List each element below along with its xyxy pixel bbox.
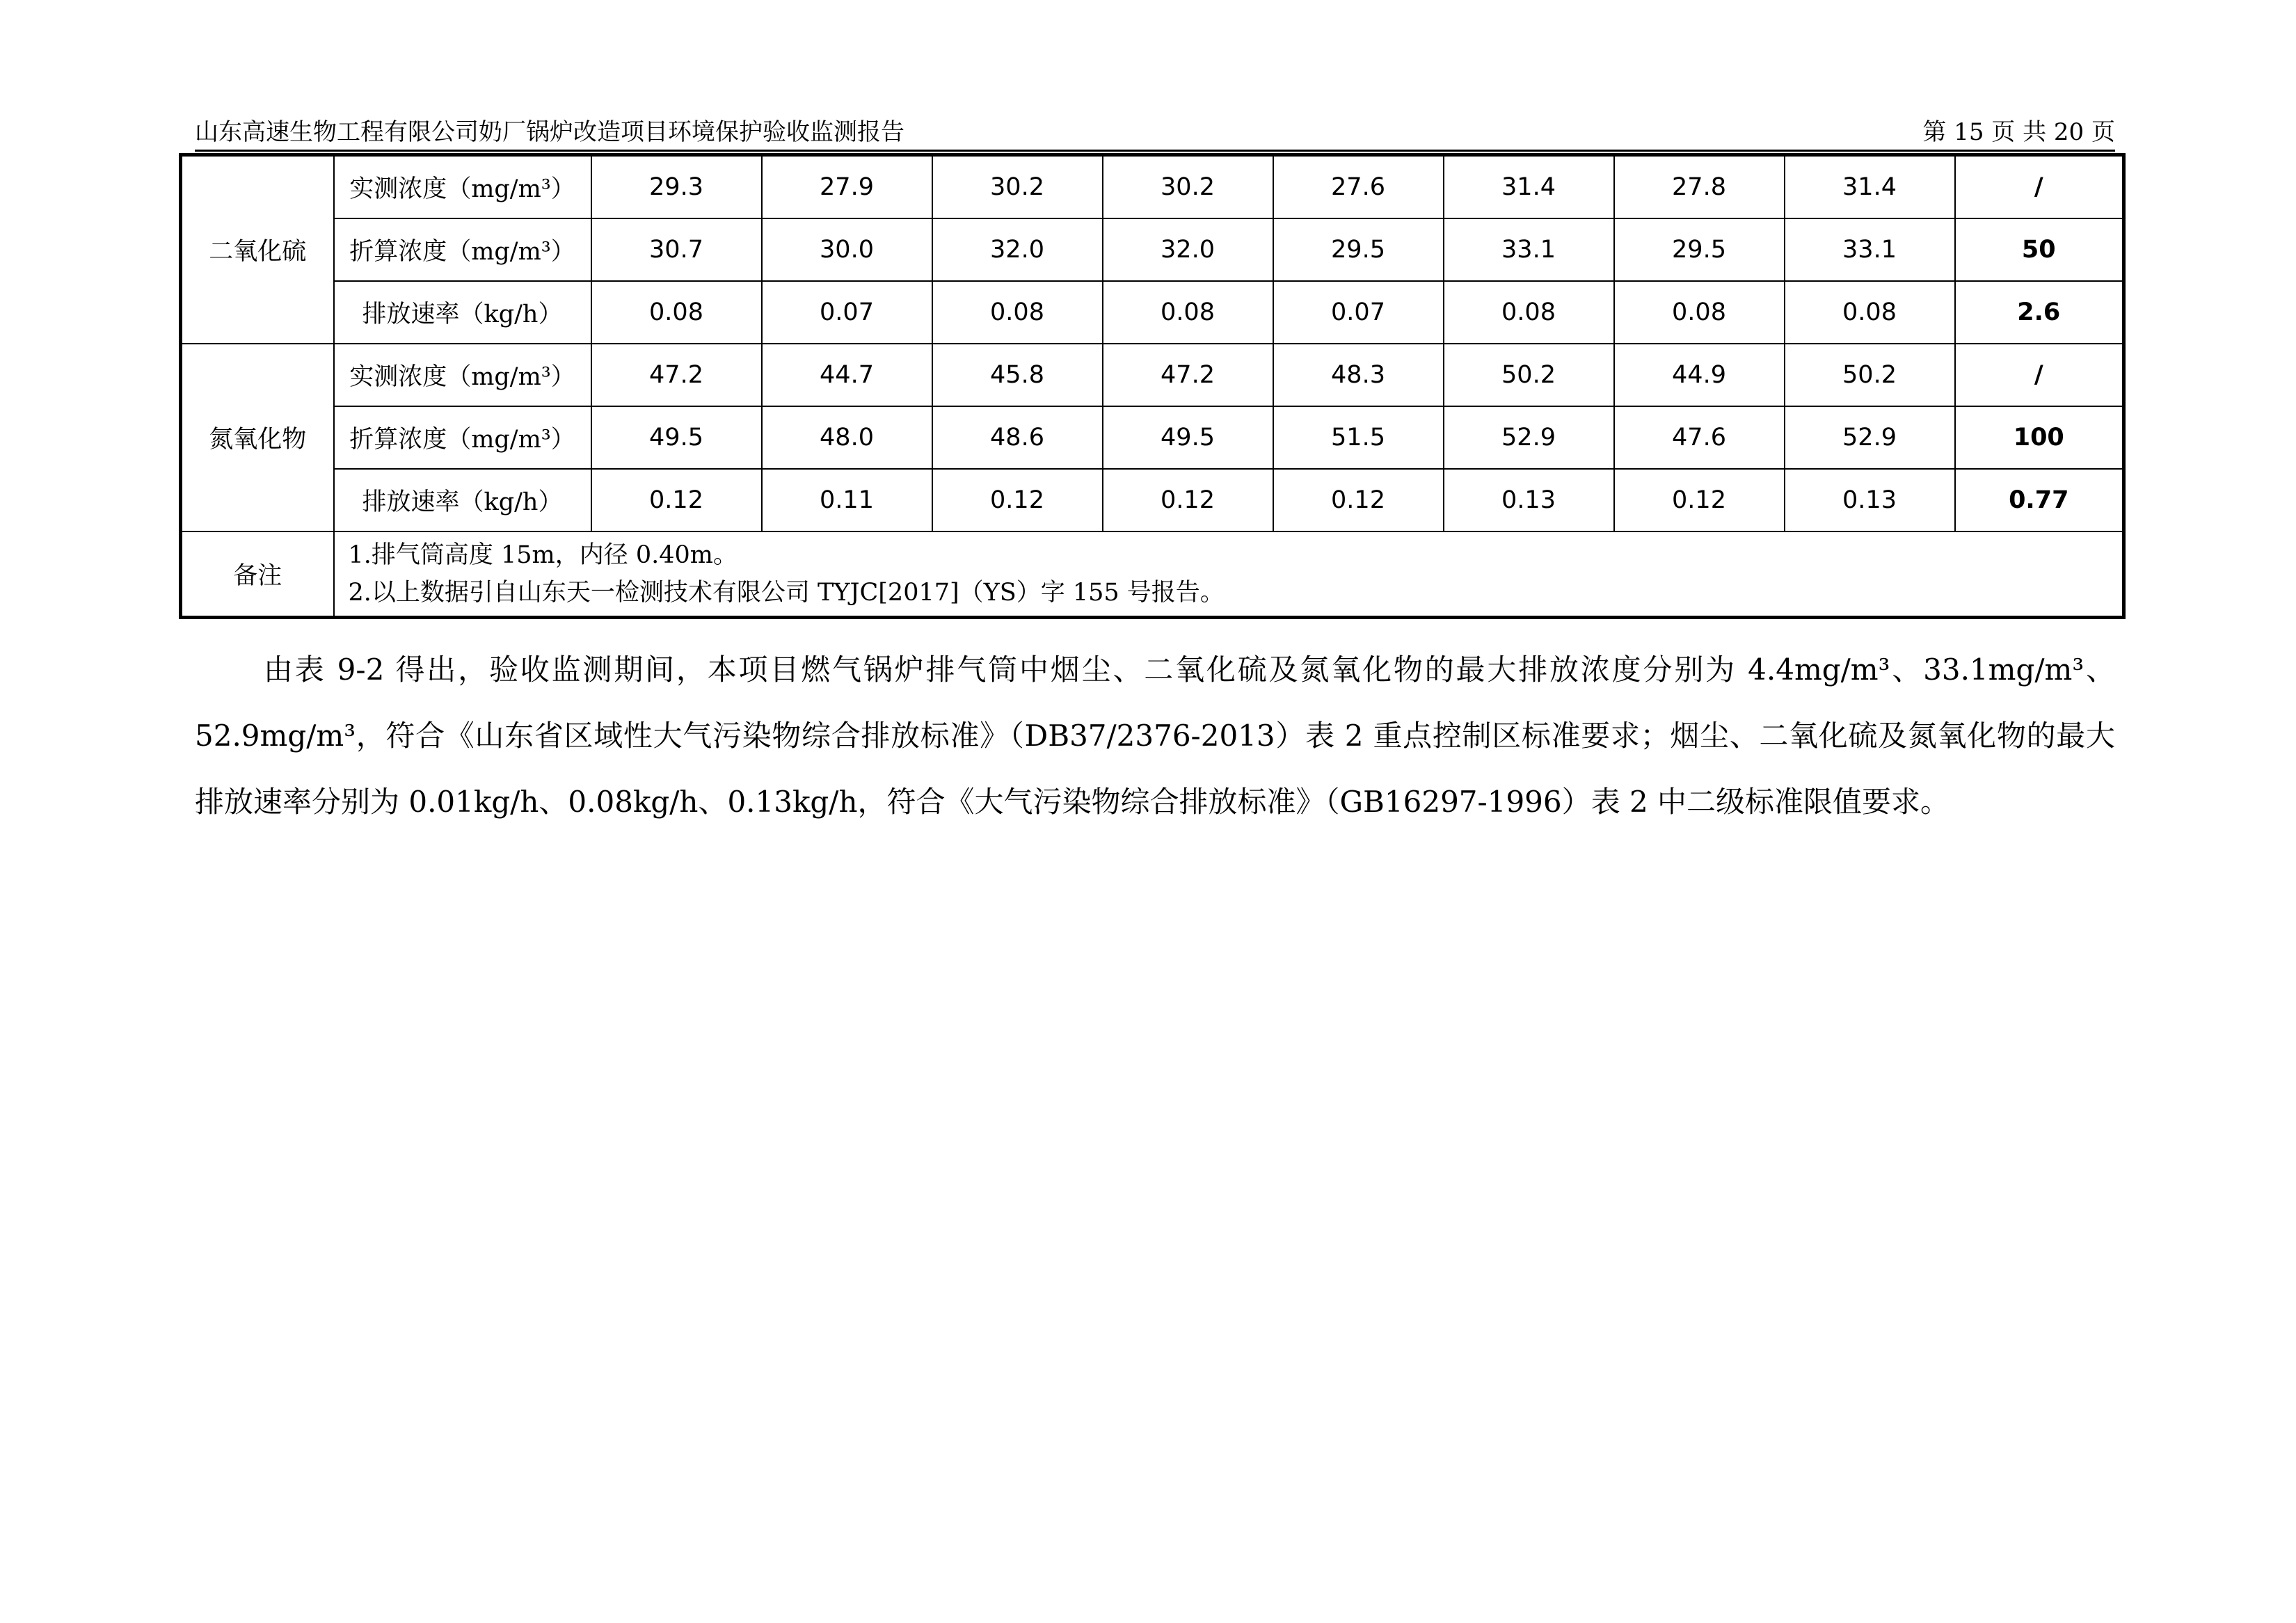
value-cell: 49.5 [591, 406, 762, 469]
standard-limit-cell: 0.77 [1955, 469, 2124, 531]
value-cell: 47.6 [1614, 406, 1785, 469]
value-cell: 44.9 [1614, 344, 1785, 406]
remark-line-2: 2.以上数据引自山东天一检测技术有限公司 TYJC[2017]（YS）字 155 号报告。 [348, 579, 1225, 607]
value-cell: 0.13 [1444, 469, 1614, 531]
item-label: 实测浓度（mg/m³） [334, 344, 591, 406]
page-number: 第 15 页 共 20 页 [1922, 118, 2115, 146]
value-cell: 33.1 [1444, 218, 1614, 281]
value-cell: 0.12 [591, 469, 762, 531]
standard-limit-cell: 50 [1955, 218, 2124, 281]
value-cell: 30.0 [762, 218, 932, 281]
table-row [181, 155, 2124, 219]
remark-line-1: 1.排气筒高度 15m，内径 0.40m。 [348, 541, 738, 569]
value-cell: 31.4 [1444, 155, 1614, 219]
item-label: 实测浓度（mg/m³） [334, 155, 591, 219]
value-cell: 0.13 [1785, 469, 1955, 531]
value-cell: 50.2 [1444, 344, 1614, 406]
value-cell: 29.5 [1614, 218, 1785, 281]
pollutant-name: 二氧化硫 [181, 155, 334, 344]
report-title: 山东高速生物工程有限公司奶厂锅炉改造项目环境保护验收监测报告 [195, 118, 904, 146]
value-cell: 0.12 [1273, 469, 1444, 531]
table-body [181, 155, 2124, 618]
value-cell: 0.12 [932, 469, 1103, 531]
value-cell: 27.8 [1614, 155, 1785, 219]
table-row [181, 469, 2124, 531]
value-cell: 0.08 [1785, 281, 1955, 344]
item-label: 折算浓度（mg/m³） [334, 218, 591, 281]
value-cell: 0.08 [1614, 281, 1785, 344]
value-cell: 29.5 [1273, 218, 1444, 281]
standard-limit-cell: / [1955, 155, 2124, 219]
value-cell: 29.3 [591, 155, 762, 219]
value-cell: 30.7 [591, 218, 762, 281]
table-row [181, 344, 2124, 406]
value-cell: 48.3 [1273, 344, 1444, 406]
value-cell: 49.5 [1103, 406, 1273, 469]
standard-limit-cell: 2.6 [1955, 281, 2124, 344]
remarks-row [181, 531, 2124, 618]
value-cell: 52.9 [1785, 406, 1955, 469]
value-cell: 0.08 [1444, 281, 1614, 344]
value-cell: 0.08 [591, 281, 762, 344]
page-header [195, 115, 2115, 152]
value-cell: 27.6 [1273, 155, 1444, 219]
standard-limit-cell: 100 [1955, 406, 2124, 469]
value-cell: 33.1 [1785, 218, 1955, 281]
monitoring-results-table [179, 153, 2126, 619]
value-cell: 0.11 [762, 469, 932, 531]
value-cell: 0.08 [932, 281, 1103, 344]
standard-limit-cell: / [1955, 344, 2124, 406]
value-cell: 0.07 [1273, 281, 1444, 344]
value-cell: 0.08 [1103, 281, 1273, 344]
value-cell: 27.9 [762, 155, 932, 219]
pollutant-name: 氮氧化物 [181, 344, 334, 531]
item-label: 折算浓度（mg/m³） [334, 406, 591, 469]
value-cell: 31.4 [1785, 155, 1955, 219]
value-cell: 44.7 [762, 344, 932, 406]
value-cell: 0.12 [1614, 469, 1785, 531]
value-cell: 45.8 [932, 344, 1103, 406]
conclusion-paragraph [195, 637, 2115, 835]
item-label: 排放速率（kg/h） [334, 469, 591, 531]
value-cell: 51.5 [1273, 406, 1444, 469]
value-cell: 0.07 [762, 281, 932, 344]
remarks-label: 备注 [181, 531, 334, 618]
remarks-content [334, 531, 2124, 618]
value-cell: 0.12 [1103, 469, 1273, 531]
value-cell: 48.6 [932, 406, 1103, 469]
value-cell: 48.0 [762, 406, 932, 469]
item-label: 排放速率（kg/h） [334, 281, 591, 344]
value-cell: 47.2 [1103, 344, 1273, 406]
table-row [181, 281, 2124, 344]
value-cell: 32.0 [932, 218, 1103, 281]
value-cell: 32.0 [1103, 218, 1273, 281]
value-cell: 47.2 [591, 344, 762, 406]
table-row [181, 406, 2124, 469]
value-cell: 50.2 [1785, 344, 1955, 406]
value-cell: 30.2 [1103, 155, 1273, 219]
value-cell: 52.9 [1444, 406, 1614, 469]
value-cell: 30.2 [932, 155, 1103, 219]
conclusion-text: 由表 9-2 得出，验收监测期间，本项目燃气锅炉排气筒中烟尘、二氧化硫及氮氧化物的最大排放浓度分别为 4.4mg/m³、33.1mg/m³、52.9mg/m³，符合《山东省区域性大气污染物综合排放标准》（DB37/2376-2013）表 2 重点控制区标准要求；烟尘、二氧化硫及氮氧化物的最大排放速率分别为 0.01kg/h、0.08kg/h、0.13kg/h，符合《大气污染物综合排放标准》（GB16297-1996）表 2 中二级标准限值要求。 [195, 653, 2115, 819]
table-row [181, 218, 2124, 281]
